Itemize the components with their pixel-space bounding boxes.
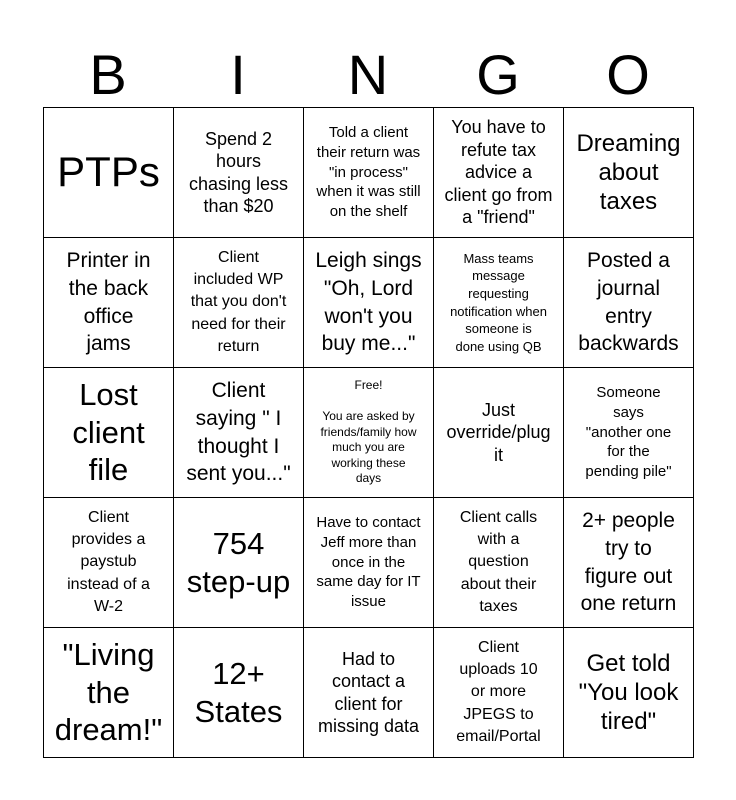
bingo-cell-g4[interactable]	[434, 498, 564, 628]
cell-text: Told a client their return was "in process" when it was still on the shelf	[316, 123, 421, 221]
header-letter-b: B	[89, 43, 127, 106]
bingo-cell-b4[interactable]	[44, 498, 174, 628]
bingo-header	[43, 42, 693, 108]
bingo-cell-n4[interactable]	[304, 498, 434, 628]
cell-text: Someone says "another one for the pending pile"	[585, 383, 672, 481]
cell-text: Posted a journal entry backwards	[578, 248, 679, 356]
header-letter-o: O	[606, 43, 650, 106]
bingo-cell-o1[interactable]	[564, 108, 694, 238]
cell-text: Client calls with a question about their taxes	[459, 508, 538, 616]
free-space-text: Free! You are asked by friends/family how much you are working these days	[320, 377, 417, 486]
cell-text: Client provides a paystub instead of a W-2	[67, 508, 150, 616]
cell-text: PTPs	[57, 148, 160, 196]
bingo-cell-o2[interactable]	[564, 238, 694, 368]
cell-text: Had to contact a client for missing data	[317, 648, 420, 736]
cell-text: Client included WP that you don't need for their return	[190, 248, 287, 356]
bingo-cell-n2[interactable]	[304, 238, 434, 368]
header-letter-n: N	[347, 43, 389, 106]
cell-text: 2+ people try to figure out one return	[580, 508, 677, 616]
cell-text: Leigh sings "Oh, Lord won't you buy me..."	[315, 248, 422, 356]
bingo-cell-b5[interactable]	[44, 628, 174, 758]
bingo-cell-b1[interactable]	[44, 108, 174, 238]
bingo-cell-i2[interactable]	[174, 238, 304, 368]
bingo-cell-b3[interactable]	[44, 368, 174, 498]
cell-text: Get told "You look tired"	[578, 649, 679, 736]
cell-text: Spend 2 hours chasing less than $20	[188, 128, 289, 216]
bingo-cell-i3[interactable]	[174, 368, 304, 498]
bingo-cell-o3[interactable]	[564, 368, 694, 498]
cell-text: 12+ States	[194, 655, 283, 729]
cell-text: 754 step-up	[186, 525, 291, 599]
cell-text: "Living the dream!"	[54, 636, 163, 748]
bingo-cell-i5[interactable]	[174, 628, 304, 758]
cell-text: Have to contact Jeff more than once in the same day for IT issue	[316, 513, 421, 611]
bingo-cell-g1[interactable]	[434, 108, 564, 238]
bingo-cell-n1[interactable]	[304, 108, 434, 238]
bingo-board	[43, 107, 694, 758]
bingo-cell-n3-free[interactable]	[304, 368, 434, 498]
bingo-cell-o5[interactable]	[564, 628, 694, 758]
cell-text: You have to refute tax advice a client go from a "friend"	[444, 117, 553, 228]
bingo-cell-o4[interactable]	[564, 498, 694, 628]
cell-text: Dreaming about taxes	[576, 129, 681, 216]
cell-text: Mass teams message requesting notification when someone is done using QB	[450, 250, 547, 354]
header-letter-g: G	[476, 43, 520, 106]
cell-text: Printer in the back office jams	[66, 248, 151, 356]
bingo-cell-g3[interactable]	[434, 368, 564, 498]
bingo-cell-n5[interactable]	[304, 628, 434, 758]
cell-text: Lost client file	[72, 376, 145, 488]
bingo-cell-g5[interactable]	[434, 628, 564, 758]
bingo-cell-i1[interactable]	[174, 108, 304, 238]
bingo-cell-g2[interactable]	[434, 238, 564, 368]
header-letter-i: I	[230, 43, 246, 106]
bingo-cell-i4[interactable]	[174, 498, 304, 628]
cell-text: Client uploads 10 or more JPEGS to email/Portal	[456, 638, 541, 746]
cell-text: Just override/plug it	[446, 399, 551, 465]
cell-text: Client saying " I thought I sent you..."	[186, 378, 291, 486]
bingo-cell-b2[interactable]	[44, 238, 174, 368]
